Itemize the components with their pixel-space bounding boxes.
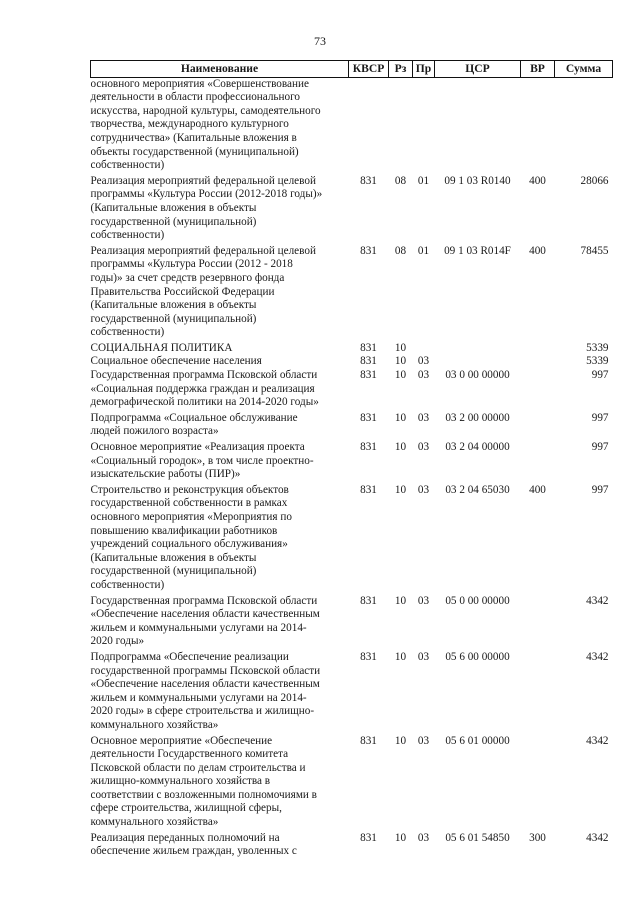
table-row [91,369,613,410]
cell-name-line: основного мероприятия «Совершенствование [90,77,309,90]
cell-name [91,173,349,243]
cell-name-line: собственности) [90,229,165,242]
cell-rz: 10 [394,411,407,424]
cell-pr: 03 [417,483,430,496]
cell-sum: 997 [591,483,609,496]
table-row [91,733,613,830]
cell-name-line: объекты государственной (муниципальной) [90,145,299,158]
table-header-row [91,61,613,78]
table-row [91,830,613,859]
table-row [91,340,613,356]
cell-pr: 03 [417,650,430,663]
cell-name-line: изыскательские работы (ПИР)» [90,468,241,481]
cell-name [91,369,349,410]
cell-vr [521,369,555,410]
cell-name [91,482,349,593]
header-csr: ЦСР [435,61,521,78]
cell-sum: 5339 [586,341,609,354]
cell-name-line: Реализация мероприятий федеральной целевой [90,174,316,187]
cell-pr: 03 [417,441,430,454]
cell-sum [555,77,613,173]
cell-name-line: Реализация мероприятий федеральной целевой [90,244,316,257]
cell-name-line: Правительства Российской Федерации [90,285,275,298]
cell-pr: 01 [417,244,430,257]
cell-name-line: обеспечение жильем граждан, уволенных с [90,845,297,858]
cell-csr: 03 0 00 00000 [445,369,510,382]
cell-vr [521,593,555,649]
cell-name-line: жильем и коммунальными услугами на 2014- [90,621,307,634]
cell-sum: 78455 [580,244,609,257]
cell-name-line: жилищно-коммунального хозяйства в [90,775,271,788]
cell-kvsr: 831 [360,244,377,257]
cell-name-line: государственной (муниципальной) [90,565,257,578]
cell-name [91,830,349,859]
cell-name-line: Основное мероприятие «Обеспечение [90,734,273,747]
cell-pr: 01 [417,174,430,187]
cell-sum: 4342 [586,594,609,607]
cell-vr [521,355,555,369]
cell-rz: 10 [394,483,407,496]
cell-name-line: жильем и коммунальными услугами на 2014- [90,691,307,704]
cell-rz: 10 [394,355,407,368]
cell-vr: 300 [529,831,546,844]
cell-rz: 10 [394,734,407,747]
cell-rz: 08 [394,244,407,257]
cell-vr: 400 [529,483,546,496]
cell-name-line: государственной программы Псковской области [90,664,321,677]
cell-name-line: Реализация переданных полномочий на [90,831,280,844]
cell-name-line: сфере строительства, жилищной сферы, [90,802,282,815]
cell-name-line: государственной (муниципальной) [90,312,257,325]
cell-rz: 10 [394,369,407,382]
cell-name-line: Основное мероприятие «Реализация проекта [90,441,305,454]
cell-rz: 08 [394,174,407,187]
cell-name-line: демографической политики на 2014-2020 годы» [90,396,319,409]
cell-sum: 997 [591,369,609,382]
cell-rz: 10 [394,650,407,663]
cell-csr: 03 2 04 65030 [445,483,510,496]
cell-sum: 4342 [586,831,609,844]
cell-kvsr: 831 [360,369,377,382]
cell-name-line: Государственная программа Псковской области [90,369,318,382]
cell-sum: 4342 [586,734,609,747]
cell-name-line: основного мероприятия «Мероприятия по [90,511,292,523]
cell-vr [521,340,555,356]
cell-pr: 03 [417,594,430,607]
cell-sum: 5339 [586,355,609,368]
cell-sum: 997 [591,411,609,424]
cell-name [91,410,349,439]
header-kvsr: КВСР [349,61,389,78]
cell-csr: 09 1 03 R014F [444,244,511,257]
cell-csr: 03 2 04 00000 [445,441,510,454]
cell-name-line: Социальное обеспечение населения [90,355,262,368]
cell-name-line: государственной (муниципальной) [90,215,257,228]
cell-kvsr: 831 [360,734,377,747]
cell-pr: 03 [417,831,430,844]
cell-vr [521,733,555,830]
cell-pr: 03 [417,411,430,424]
cell-name [91,593,349,649]
cell-name-line: «Социальный городок», в том числе проектно- [90,454,314,467]
table-row [91,482,613,593]
cell-name-line: коммунального хозяйства» [90,718,219,731]
cell-name-line: творчества, международного культурного [90,118,289,131]
cell-name-line: «Социальная поддержка граждан и реализация [90,382,315,395]
cell-kvsr: 831 [360,831,377,844]
table-row [91,439,613,482]
header-vr: ВР [521,61,555,78]
cell-pr [413,77,435,173]
cell-pr [413,340,435,356]
cell-kvsr: 831 [360,341,377,354]
cell-csr [435,77,521,173]
table-row [91,173,613,243]
cell-sum: 997 [591,441,609,454]
cell-name-line: «Обеспечение населения области качественным [90,678,320,691]
cell-name-line: государственной собственности в рамках [90,497,288,510]
cell-kvsr: 831 [360,174,377,187]
cell-csr: 05 6 00 00000 [445,650,510,663]
cell-pr: 03 [417,734,430,747]
cell-name-line: 2020 годы» в сфере строительства и жилищно- [90,705,315,718]
cell-name-line: (Капитальные вложения в объекты [90,551,257,564]
cell-name-line: учреждений социального обслуживания» [90,538,288,551]
cell-rz: 10 [394,341,407,354]
cell-name [91,649,349,733]
cell-kvsr: 831 [360,411,377,424]
table-body [91,77,613,859]
cell-name [91,733,349,830]
cell-kvsr: 831 [360,594,377,607]
cell-rz: 10 [394,831,407,844]
cell-kvsr: 831 [360,483,377,496]
cell-name-line: «Обеспечение населения области качественным [90,608,320,621]
cell-kvsr: 831 [360,650,377,663]
header-pr: Пр [413,61,435,78]
cell-name [91,243,349,340]
cell-name-line: СОЦИАЛЬНАЯ ПОЛИТИКА [90,341,233,354]
table-row [91,77,613,173]
cell-vr [521,439,555,482]
cell-name-line: коммунального хозяйства» [90,816,219,829]
cell-name-line: Подпрограмма «Социальное обслуживание [90,411,298,424]
cell-name-line: собственности) [90,159,165,172]
cell-name-line: повышению квалификации работников [90,524,278,537]
cell-name-line: 2020 годы» [90,635,145,648]
cell-csr: 03 2 00 00000 [445,411,510,424]
cell-csr: 05 6 01 00000 [445,734,510,747]
cell-name [91,340,349,356]
cell-csr [435,340,521,356]
cell-name-line: соответствии с возложенными полномочиями в [90,788,317,801]
cell-vr [521,410,555,439]
cell-name-line: Подпрограмма «Обеспечение реализации [90,650,289,663]
cell-name [91,355,349,369]
table-row [91,593,613,649]
cell-vr [521,77,555,173]
cell-name-line: людей пожилого возраста» [90,425,219,438]
cell-vr: 400 [529,174,546,187]
table-row [91,649,613,733]
cell-name-line: программы «Культура России (2012-2018 годы)» [90,188,323,201]
cell-name-line: (Капитальные вложения в объекты [90,201,257,214]
cell-csr: 05 6 01 54850 [445,831,510,844]
cell-vr: 400 [529,244,546,257]
cell-name-line: сотрудничества» (Капитальные вложения в [90,131,297,144]
cell-name [91,77,349,173]
cell-csr: 05 0 00 00000 [445,594,510,607]
cell-rz: 10 [394,441,407,454]
cell-pr: 03 [417,369,430,382]
table-row [91,355,613,369]
cell-name-line: собственности) [90,326,165,339]
cell-csr [435,355,521,369]
table-row [91,243,613,340]
cell-kvsr [349,77,389,173]
cell-name-line: Строительство и реконструкция объектов [90,483,289,496]
cell-sum: 28066 [580,174,609,187]
cell-name-line: собственности) [90,578,165,591]
cell-rz [389,77,413,173]
cell-kvsr: 831 [360,441,377,454]
budget-table-container [90,60,612,859]
cell-name [91,439,349,482]
cell-name-line: программы «Культура России (2012 - 2018 [90,258,293,271]
cell-csr: 09 1 03 R0140 [444,174,511,187]
cell-sum: 4342 [586,650,609,663]
cell-rz: 10 [394,594,407,607]
page-number: 73 [314,34,326,48]
cell-vr [521,649,555,733]
header-name: Наименование [91,61,349,78]
cell-name-line: Государственная программа Псковской области [90,594,318,607]
budget-table [90,60,613,859]
cell-name-line: искусства, народной культуры, самодеятельного [90,104,321,117]
header-sum: Сумма [555,61,613,78]
header-rz: Рз [389,61,413,78]
cell-name-line: годы)» за счет средств резервного фонда [90,271,285,284]
cell-pr: 03 [417,355,430,368]
table-row [91,410,613,439]
cell-kvsr: 831 [360,355,377,368]
cell-name-line: (Капитальные вложения в объекты [90,299,257,312]
cell-name-line: деятельности Государственного комитета [90,748,289,761]
cell-name-line: Псковской области по делам строительства и [90,761,306,774]
cell-name-line: деятельности в области профессионального [90,91,301,104]
